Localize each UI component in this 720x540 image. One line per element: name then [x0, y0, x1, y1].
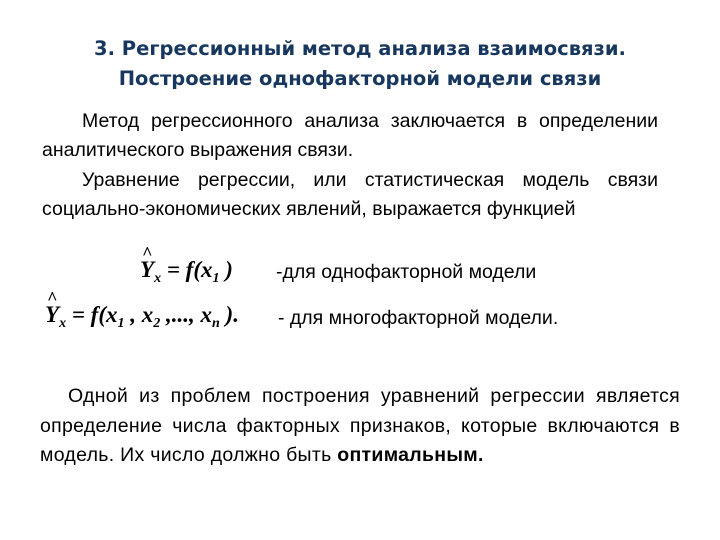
title-line-2: Построение однофакторной модели связи: [118, 67, 602, 90]
y-hat: ^ Y: [45, 302, 59, 328]
single-factor-note: -для однофакторной модели: [276, 261, 537, 283]
paragraph-equation: Уравнение регрессии, или статистическая модель связи социально-экономических явлений, выражается функцией: [42, 169, 658, 220]
single-factor-formula: ^ $Y_x = f(x_1$ ): [140, 257, 233, 287]
multi-factor-note: - для многофакторной модели.: [278, 307, 559, 329]
emphasis-optimal: оптимальным.: [337, 444, 484, 466]
multi-factor-formula: ^ $Y_x = f(x_1$ , $x_2$ ,..., $x_n$ ).: [45, 302, 239, 332]
slide-title: [0, 34, 720, 94]
paragraph-factors: [40, 382, 680, 471]
title-line-1: 3. Регрессионный метод анализа взаимосвязи.: [94, 37, 626, 60]
paragraph-method: Метод регрессионного анализа заключается в определении аналитического выражения связи.: [42, 110, 658, 161]
y-hat: ^ Y: [140, 257, 154, 283]
paragraph-factors-text: Одной из проблем построения уравнений регрессии является определение числа факторных признаков, которые включаются в модель. Их число должно быть: [40, 385, 680, 466]
